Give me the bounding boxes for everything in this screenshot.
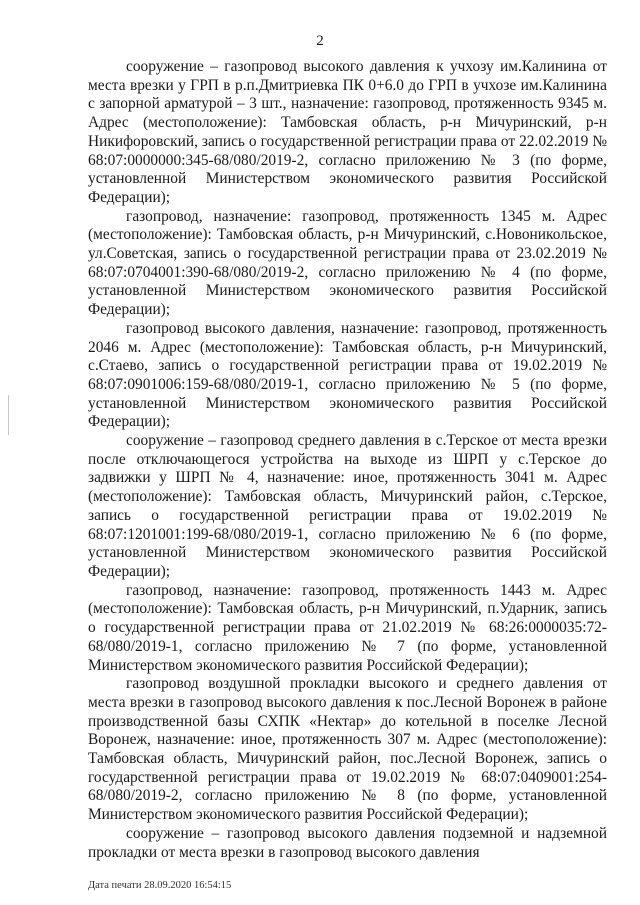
document-body (88, 58, 607, 862)
page-number: 2 (316, 33, 324, 49)
paragraph-gas-pipeline-novonikolskoe: газопровод, назначение: газопровод, протяженность 1345 м. Адрес (местоположение): Тамбовская область, р-н Мичуринский, с.Новоникольское, ул.Советская, запись о государственной регистрации права от 23.02.2019 № 68:07:0704001:390-68/080/2019-2, согласно приложению № 4 (по форме, установленной Министерством экономического развития Российской Федерации); (88, 207, 607, 319)
paragraph-gas-pipeline-udarnik: газопровод, назначение: газопровод, протяженность 1443 м. Адрес (местоположение): Тамбовская область, р-н Мичуринский, п.Ударник, запись о государственной регистрации права от 21.02.2019 № 68:26:0000035:72-68/080/2019-1, согласно приложению № 7 (по форме, установленной Министерством экономического развития Российской Федерации); (88, 581, 607, 674)
print-date-footer: Дата печати 28.09.2020 16:54:15 (88, 880, 232, 891)
paragraph-gas-pipeline-staevo: газопровод высокого давления, назначение: газопровод, протяженность 2046 м. Адрес (местоположение): Тамбовская область, р-н Мичуринский, с.Стаево, запись о государственной регистрации права от 19.02.2019 № 68:07:0901006:159-68/080/2019-1, согласно приложению № 5 (по форме, установленной Министерством экономического развития Российской Федерации); (88, 319, 607, 431)
paragraph-gas-pipeline-high-pressure: сооружение – газопровод высокого давления подземной и надземной прокладки от места врезки в газопровод высокого давления (88, 824, 607, 861)
paragraph-gas-pipeline-terskoe: сооружение – газопровод среднего давления в с.Терское от места врезки после отключающегося устройства на выходе из ШРП у с.Терское до задвижки у ШРП № 4, назначение: иное, протяженность 3041 м. Адрес (местоположение): Тамбовская область, Мичуринский район, с.Терское, запись о государственной регистрации права от 19.02.2019 № 68:07:1201001:199-68/080/2019-1, согласно приложению № 6 (по форме, установленной Министерством экономического развития Российской Федерации); (88, 432, 607, 580)
paragraph-gas-pipeline-lesnoy-voronezh: газопровод воздушной прокладки высокого и среднего давления от места врезки в газопровод высокого давления к пос.Лесной Воронеж в районе производственной базы СХПК «Нектар» до котельной в поселке Лесной Воронеж, назначение: иное, протяженность 307 м. Адрес (местоположение): Тамбовская область, Мичуринский район, пос.Лесной Воронеж, запись о государственной регистрации права от 19.02.2019 № 68:07:0409001:254-68/080/2019-2, согласно приложению № 8 (по форме, установленной Министерством экономического развития Российской Федерации); (88, 675, 607, 824)
scan-edge-mark (8, 395, 9, 435)
paragraph-gas-pipeline-kalinin: сооружение – газопровод высокого давления к учхозу им.Калинина от места врезки у ГРП в р.п.Дмитриевка ПК 0+6.0 до ГРП в учхозе им.Калинина с запорной арматурой – 3 шт., назначение: газопровод, протяженность 9345 м. Адрес (местоположение): Тамбовская область, р-н Мичуринский, р-н Никифоровский, запись о государственной регистрации права от 22.02.2019 № 68:07:0000000:345-68/080/2019-2, согласно приложению № 3 (по форме, установленной Министерством экономического развития Российской Федерации); (88, 58, 607, 206)
